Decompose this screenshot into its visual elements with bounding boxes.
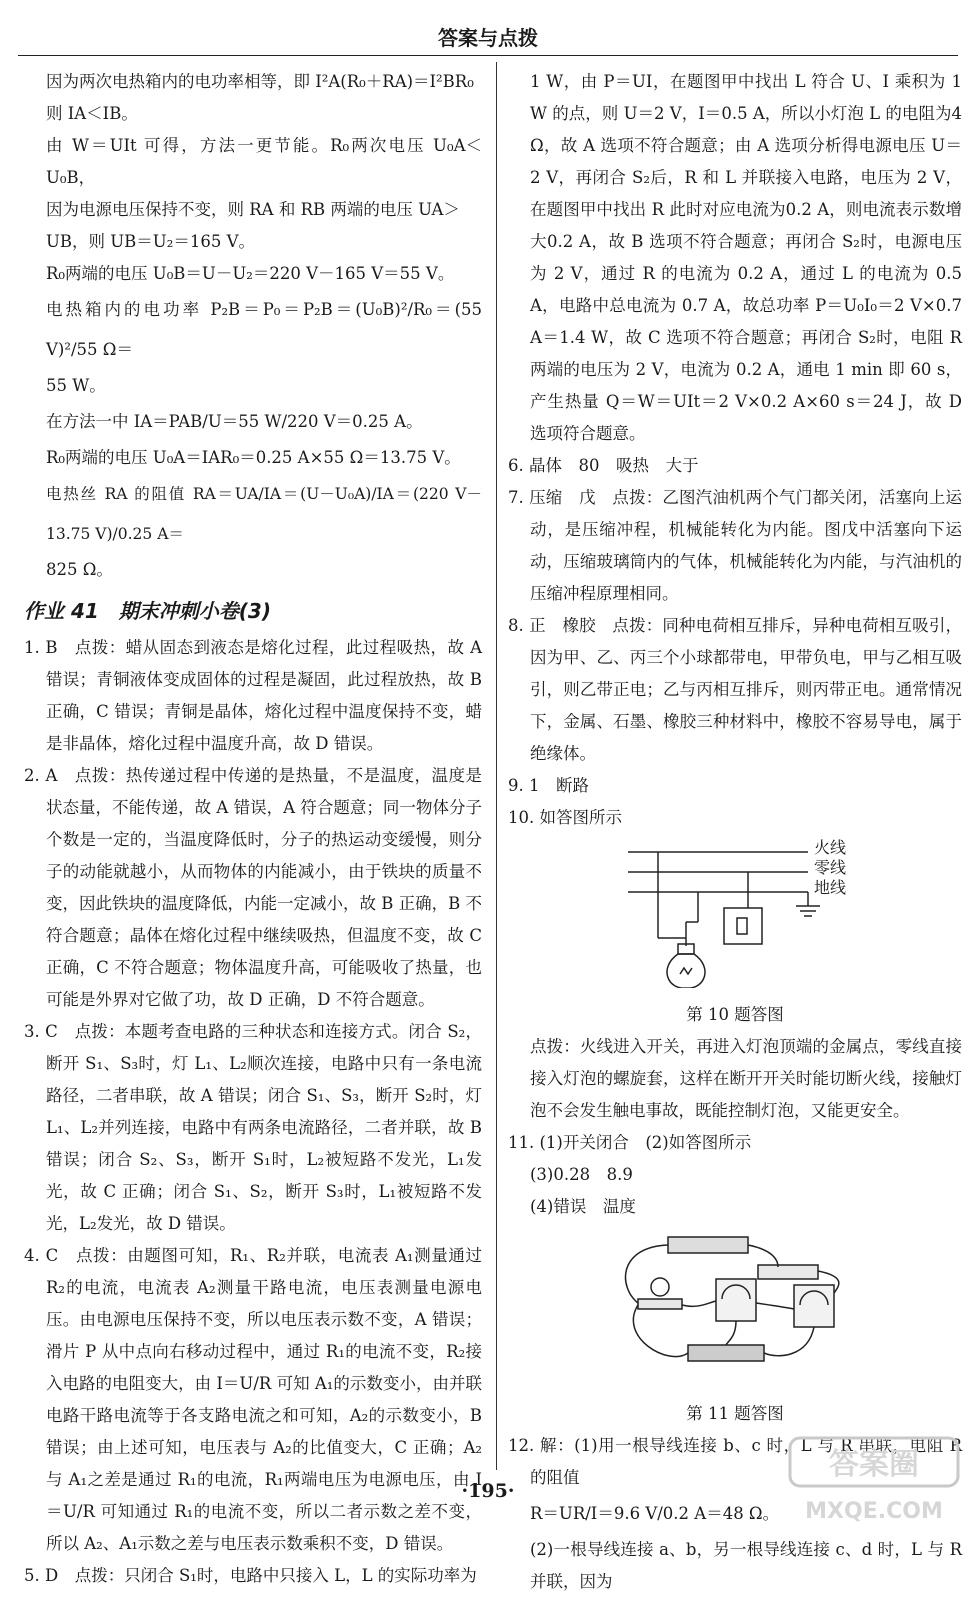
answer-item: 1. B 点拨：蜡从固态到液态是熔化过程，此过程吸热，故 A 错误；青铜液体变成固体的过程是凝固，此过程放热，故 B 正确，C 错误；青铜是晶体，熔化过程中温度保持不变，蜡是非晶体，熔化过程中温度升高，故 D 错误。 bbox=[24, 638, 482, 753]
answer-continued: 1 W，由 P＝UI，在题图甲中找出 L 符合 U、I 乘积为 1 W 的点，则 U＝2 V，I＝0.5 A，所以小灯泡 L 的电阻为4 Ω，故 A 选项不符合题意；由 A 选项分析得电源电压 U＝2 V，再闭合 S₂后，R 和 L 并联接入电路，电压为 2 V，在题图甲中找出 R 此时对应电流为0.2 A，则电流表示数增大0.2 A，故 B 选项不符合题意；再闭合 S₂时，电源电压为 2 V，通过 R 的电流为 0.2 A，通过 L 的电流为 0.5 A，电路中总电流为 0.7 A，故总功率 P＝U₀I₀＝2 V×0.7 A＝1.4 W，故 C 选项不符合题意；再闭合 S₂时，电阻 R 两端的电压为 2 V，电流为 0.2 A，通电 1 min 即 60 s，产生热量 Q＝W＝UIt＝2 V×0.2 A×60 s＝24 J，故 D 选项符合题意。 bbox=[530, 72, 962, 443]
right-column bbox=[508, 66, 962, 1598]
watermark-top-text: 答案圈 bbox=[829, 1447, 919, 1482]
figure-11 bbox=[508, 1227, 962, 1430]
label-live-wire: 火线 bbox=[814, 838, 847, 857]
figure-11-caption: 第 11 题答图 bbox=[686, 1404, 784, 1423]
section-title: 作业 41 期末冲刺小卷(3) bbox=[24, 599, 271, 623]
page-header bbox=[0, 0, 976, 62]
text-line: 则 IA＜IB。 bbox=[46, 104, 138, 123]
text-line: 在方法一中 IA＝PAB/U＝55 W/220 V＝0.25 A。 bbox=[46, 412, 423, 431]
answer-note: 点拨：火线进入开关，再进入灯泡顶端的金属点，零线直接接入灯泡的螺旋套，这样在断开开关时能切断火线，接触灯泡不会发生触电事故，既能控制灯泡，又能更安全。 bbox=[530, 1037, 962, 1120]
watermark-bottom-text: MXQE.COM bbox=[805, 1499, 943, 1524]
answer-item: 7. 压缩 戊 点拨：乙图汽油机两个气门都关闭，活塞向上运动，是压缩冲程，机械能转化为内能。图戊中活塞向下运动，压缩玻璃筒内的气体，机械能转化为内能，与汽油机的压缩冲程原理相同。 bbox=[508, 488, 962, 603]
answer-item: 8. 正 橡胶 点拨：同种电荷相互排斥，异种电荷相互吸引，因为甲、乙、丙三个小球都带电，甲带负电，甲与乙相互吸引，则乙带正电；乙与丙相互排斥，则丙带正电。通常情况下，金属、石墨、橡胶三种材料中，橡胶不容易导电，属于绝缘体。 bbox=[508, 616, 962, 763]
answer-item: 3. C 点拨：本题考查电路的三种状态和连接方式。闭合 S₂，断开 S₁、S₃时，灯 L₁、L₂顺次连接，电路中只有一条电流路径，二者串联，故 A 错误；闭合 S₁、S₃，断开 S₂时，灯 L₁、L₂并列连接，电路中有两条电流路径，二者并联，故 B 错误；闭合 S₂、S₃，断开 S₁时，L₂被短路不发光，L₁发光，故 C 正确；闭合 S₁、S₂，断开 S₃时，L₁被短路不发光，L₂发光，故 D 错误。 bbox=[24, 1022, 482, 1233]
site-watermark bbox=[784, 1430, 964, 1530]
column-divider bbox=[496, 62, 497, 1470]
text-line: 因为电源电压保持不变，则 RA 和 RB 两端的电压 UA＞ bbox=[46, 200, 460, 219]
answer-subitem: (2)一根导线连接 a、b，另一根导线连接 c、d 时，L 与 R 并联，因为 bbox=[530, 1540, 962, 1591]
answer-item: 12. 解：(1)用一根导线连接 b、c 时，L 与 R 串联，电阻 R 的阻值 bbox=[508, 1436, 962, 1487]
answer-item: 10. 如答图所示 bbox=[508, 808, 622, 827]
text-line: 因为两次电热箱内的电功率相等，即 I²A(R₀＋RA)＝I²BR₀ bbox=[46, 72, 474, 91]
text-line: UB，则 UB＝U₂＝165 V。 bbox=[46, 232, 255, 251]
answer-item: 9. 1 断路 bbox=[508, 776, 589, 795]
label-neutral-wire: 零线 bbox=[814, 858, 847, 877]
watermark-logo bbox=[784, 1430, 964, 1530]
answer-subitem: (4)错误 温度 bbox=[530, 1197, 636, 1216]
answer-item: 5. D 点拨：只闭合 S₁时，电路中只接入 L，L 的实际功率为 bbox=[24, 1566, 477, 1585]
text-line: 电热箱内的电功率 P₂B＝P₀＝P₂B＝(U₀B)²/R₀＝(55 V)²/55 Ω＝ bbox=[46, 300, 482, 359]
left-column bbox=[24, 66, 482, 1592]
answer-item: 6. 晶体 80 吸热 大于 bbox=[508, 456, 699, 475]
text-line: R₀两端的电压 U₀A＝IAR₀＝0.25 A×55 Ω＝13.75 V。 bbox=[46, 448, 461, 467]
text-line: 由 W＝UIt 可得，方法一更节能。R₀两次电压 U₀A＜U₀B， bbox=[46, 136, 482, 187]
figure-10 bbox=[508, 838, 962, 1031]
household-circuit-diagram bbox=[508, 838, 962, 988]
answer-subitem: (3)0.28 8.9 bbox=[530, 1165, 633, 1184]
text-line: 电热丝 RA 的阻值 RA＝UA/IA＝(U－U₀A)/IA＝(220 V－13.75 V)/0.25 A＝ bbox=[46, 485, 482, 543]
page-number: ·195· bbox=[461, 1480, 515, 1502]
text-line: 825 Ω。 bbox=[46, 560, 113, 579]
label-ground-wire: 地线 bbox=[814, 878, 847, 897]
answer-item: 4. C 点拨：由题图可知，R₁、R₂并联，电流表 A₁测量通过 R₂的电流，电流表 A₂测量干路电流，电压表测量电源电压。由电源电压保持不变，所以电压表示数不变，A 错误；滑片 P 从中点向右移动过程中，通过 R₁的电流不变，R₂接入电路的电阻变大，由 I＝U/R 可知 A₁的示数变小，由并联电路干路电流等于各支路电流之和可知，A₂的示数变小，B 错误；由上述可知，电压表与 A₂的比值变大，C 正确；A₂与 A₁之差是通过 R₁的电流，R₁两端电压为电源电压，由 I＝U/R 可知通过 R₁的电流不变，所以二者示数之差不变，所以 A₂、A₁示数之差与电压表示数乘积不变，D 错误。 bbox=[24, 1246, 482, 1553]
equation-line: R＝UR/I＝9.6 V/0.2 A＝48 Ω。 bbox=[530, 1504, 780, 1523]
text-line: R₀两端的电压 U₀B＝U－U₂＝220 V－165 V＝55 V。 bbox=[46, 264, 455, 283]
experiment-circuit-photo bbox=[508, 1227, 962, 1387]
text-line: 55 W。 bbox=[46, 376, 106, 395]
answer-item: 11. (1)开关闭合 (2)如答图所示 bbox=[508, 1133, 752, 1152]
header-rule bbox=[18, 55, 958, 56]
figure-10-caption: 第 10 题答图 bbox=[686, 1005, 784, 1024]
answer-item: 2. A 点拨：热传递过程中传递的是热量，不是温度，温度是状态量，不能传递，故 A 错误，A 符合题意；同一物体分子个数是一定的，当温度降低时，分子的热运动变缓慢，则分子的动能就越小，从而物体的内能减小，由于铁块的质量不变，因此铁块的温度降低，内能一定减小，故 B 正确，B 不符合题意；晶体在熔化过程中继续吸热，但温度不变，故 C 正确，C 不符合题意；物体温度升高，可能吸收了热量，也可能是外界对它做了功，故 D 正确，D 不符合题意。 bbox=[24, 766, 482, 1009]
header-title: 答案与点拨 bbox=[438, 26, 538, 50]
